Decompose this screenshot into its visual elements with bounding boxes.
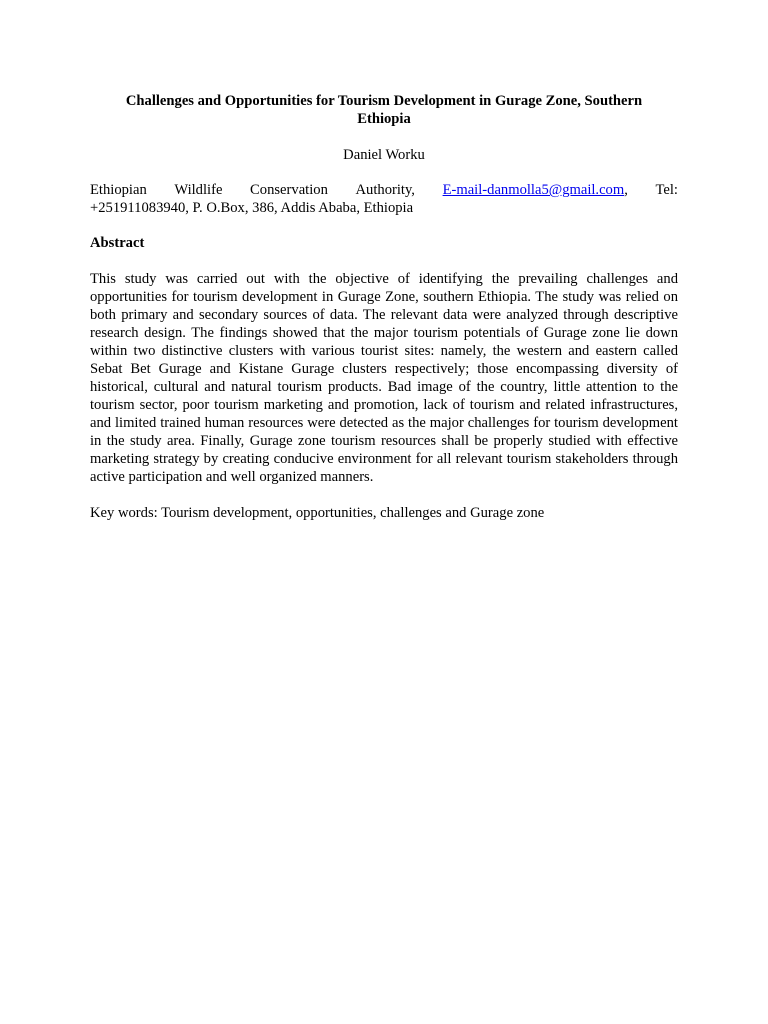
paper-content xyxy=(90,92,678,522)
email-suffix: , xyxy=(624,182,628,198)
tel-label: Tel: xyxy=(655,182,678,198)
email-group xyxy=(443,181,628,199)
author-name: Daniel Worku xyxy=(343,147,425,163)
affiliation-word: Ethiopian xyxy=(90,182,147,198)
affiliation-word: Conservation xyxy=(250,182,328,198)
abstract-heading: Abstract xyxy=(90,235,145,251)
paper-title: Challenges and Opportunities for Tourism Development in Gurage Zone, Southern Ethiopia xyxy=(125,93,643,127)
affiliation-line-1 xyxy=(90,181,678,199)
email-link[interactable]: E-mail-danmolla5@gmail.com xyxy=(442,182,625,198)
author-affiliation xyxy=(90,181,678,217)
abstract-body: This study was carried out with the objective of identifying the prevailing challenges and opportunities for tourism development in Gurage Zone, southern Ethiopia. The study was relied on both primary and secondary sources of data. The relevant data were analyzed through descriptive research design. The findings showed that the major tourism potentials of Gurage zone lie down within two distinctive clusters with various tourist sites: namely, the western and eastern called Sebat Bet Gurage and Kistane Gurage clusters respectively; those encompassing diversity of historical, cultural and natural tourism products. Bad image of the country, little attention to the tourism sector, poor tourism marketing and promotion, lack of tourism and related infrastructures, and limited trained human resources were detected as the major challenges for tourism development in the study area. Finally, Gurage zone tourism resources shall be properly studied with effective marketing strategy by creating conducive environment for all relevant tourism stakeholders through active participation and well organized manners. xyxy=(90,271,678,485)
affiliation-word: Wildlife xyxy=(174,182,223,198)
affiliation-line-2: +251911083940, P. O.Box, 386, Addis Ababa, Ethiopia xyxy=(90,200,414,216)
affiliation-word: Authority, xyxy=(355,182,415,198)
keywords-line: Key words: Tourism development, opportunities, challenges and Gurage zone xyxy=(90,505,545,521)
